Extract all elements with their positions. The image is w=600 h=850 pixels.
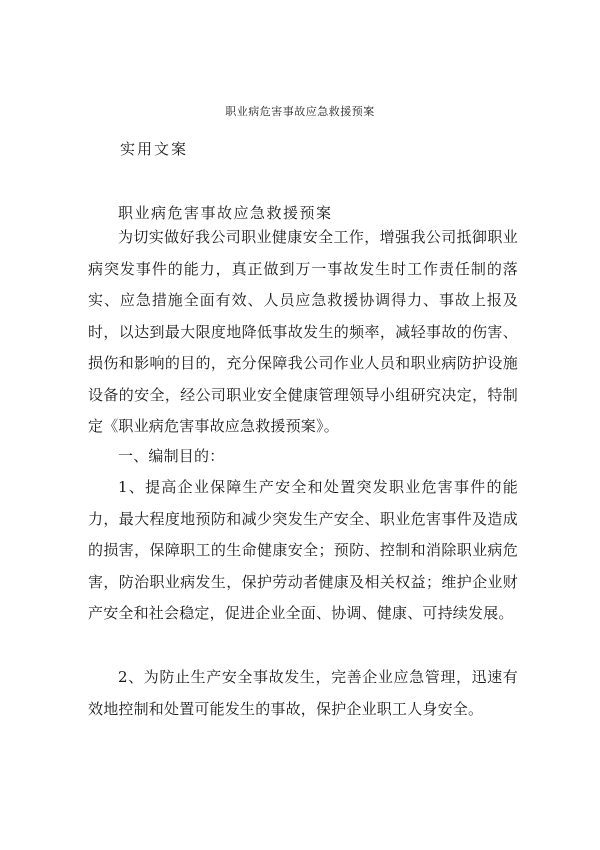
section-heading: 一、编制目的： xyxy=(118,447,225,465)
page-header-title: 职业病危害事故应急救援预案 xyxy=(225,105,375,118)
document-title: 职业病危害事故应急救援预案 xyxy=(118,204,333,222)
document-category: 实用文案 xyxy=(120,140,189,158)
purpose-item-1: 1、提高企业保障生产安全和处置突发职业危害事件的能力，最大程度地预防和减少突发生产安全、职业危害事件及造成的损害，保障职工的生命健康安全；预防、控制和消除职业病危害，防治职业病发生，保护劳动者健康及相关权益；维护企业财产安全和社会稳定，促进企业全面、协调、健康、可持续发展。 xyxy=(88,478,518,622)
purpose-item-2: 2、为防止生产安全事故发生，完善企业应急管理，迅速有效地控制和处置可能发生的事故，保护企业职工人身安全。 xyxy=(88,668,518,718)
intro-paragraph: 为切实做好我公司职业健康安全工作，增强我公司抵御职业病突发事件的能力，真正做到万一事故发生时工作责任制的落实、应急措施全面有效、人员应急救援协调得力、事故上报及时，以达到最大限度地降低事故发生的频率，减轻事故的伤害、损伤和影响的目的，充分保障我公司作业人员和职业病防护设施设备的安全，经公司职业安全健康管理领导小组研究决定，特制定《职业病危害事故应急救援预案》。 xyxy=(88,228,518,435)
